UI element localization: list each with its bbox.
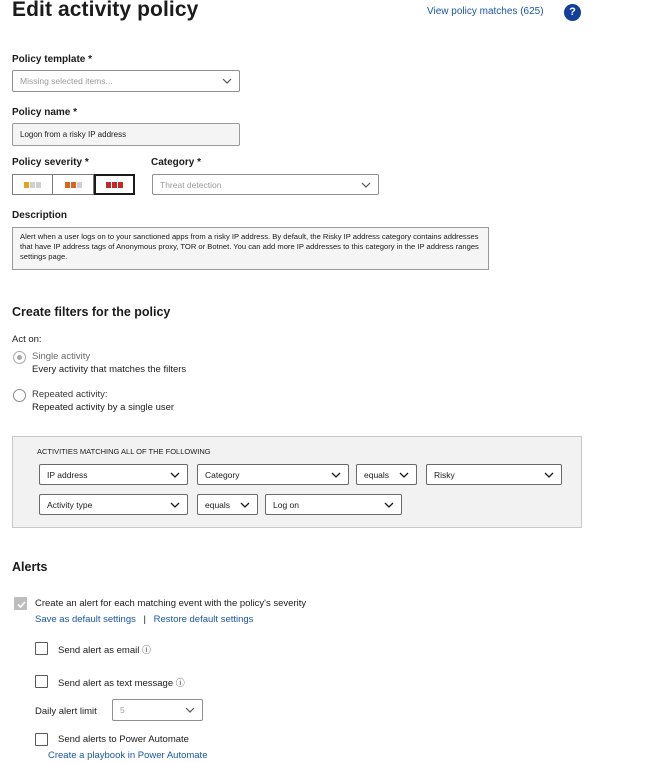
daily-limit-value: 5	[120, 705, 125, 715]
filter-field-select[interactable]	[39, 494, 188, 515]
single-activity-subtitle: Every activity that matches the filters	[32, 364, 187, 375]
policy-template-label: Policy template *	[12, 54, 93, 65]
repeated-activity-title: Repeated activity:	[32, 389, 108, 400]
send-text-checkbox[interactable]	[35, 675, 48, 688]
single-activity-radio[interactable]	[13, 351, 26, 364]
severity-bar-icon	[106, 182, 111, 188]
daily-limit-label: Daily alert limit	[35, 706, 97, 717]
chevron-down-icon	[170, 472, 180, 478]
chevron-down-icon	[361, 182, 371, 188]
restore-default-settings-link[interactable]: Restore default settings	[153, 614, 254, 625]
policy-name-value: Logon from a risky IP address	[20, 130, 127, 139]
filter-operator-value: equals	[364, 469, 390, 480]
filter-operator-select[interactable]	[356, 464, 417, 485]
policy-severity-label: Policy severity *	[12, 157, 89, 168]
power-automate-checkbox[interactable]	[35, 733, 48, 746]
chevron-down-icon	[399, 472, 409, 478]
filter-value-select[interactable]	[426, 464, 562, 485]
page-title: Edit activity policy	[12, 0, 199, 21]
filter-subfield-select[interactable]	[197, 464, 349, 485]
send-email-label	[58, 643, 151, 656]
filter-panel-header: ACTIVITIES MATCHING ALL OF THE FOLLOWING	[37, 447, 211, 456]
severity-low-button[interactable]	[12, 174, 53, 195]
alerts-section-title: Alerts	[12, 560, 48, 574]
repeated-activity-radio[interactable]	[13, 389, 26, 402]
daily-limit-select[interactable]	[112, 699, 203, 721]
link-separator: |	[143, 614, 146, 625]
severity-high-button[interactable]	[94, 174, 135, 195]
filter-operator-value: equals	[205, 499, 231, 510]
chevron-down-icon	[222, 78, 232, 84]
severity-button-group	[12, 174, 135, 195]
severity-bar-icon	[77, 182, 82, 188]
repeated-activity-subtitle: Repeated activity by a single user	[32, 402, 175, 413]
create-alert-checkbox[interactable]	[14, 597, 27, 610]
filter-field-value: IP address	[47, 469, 88, 480]
filter-panel	[12, 436, 582, 528]
category-value: Threat detection	[160, 179, 222, 190]
category-label: Category *	[151, 157, 202, 168]
filter-value-text: Log on	[273, 499, 299, 510]
filter-field-value: Activity type	[47, 499, 93, 510]
power-automate-label: Send alerts to Power Automate	[58, 734, 189, 745]
description-label: Description	[12, 210, 68, 221]
policy-name-label: Policy name *	[12, 107, 78, 118]
send-text-text: Send alert as text message	[58, 678, 174, 689]
chevron-down-icon	[544, 472, 554, 478]
help-icon[interactable]: ?	[564, 4, 581, 21]
severity-bar-icon	[118, 182, 123, 188]
filter-value-text: Risky	[434, 469, 455, 480]
info-icon[interactable]: ⓘ	[175, 678, 185, 688]
info-icon[interactable]: ⓘ	[141, 645, 151, 655]
filter-field-select[interactable]	[39, 464, 188, 485]
chevron-down-icon	[384, 502, 394, 508]
filter-operator-select[interactable]	[197, 494, 258, 515]
chevron-down-icon	[170, 502, 180, 508]
view-policy-matches-link[interactable]: View policy matches (625)	[427, 6, 544, 17]
category-select[interactable]	[152, 174, 379, 195]
send-email-checkbox[interactable]	[35, 642, 48, 655]
severity-bar-icon	[65, 182, 70, 188]
filters-section-title: Create filters for the policy	[12, 305, 171, 319]
single-activity-title: Single activity	[32, 351, 91, 362]
chevron-down-icon	[185, 707, 195, 713]
save-default-settings-link[interactable]: Save as default settings	[35, 614, 136, 625]
create-playbook-link[interactable]: Create a playbook in Power Automate	[48, 750, 208, 761]
policy-name-input[interactable]	[12, 123, 240, 146]
create-alert-label: Create an alert for each matching event with the policy's severity	[35, 598, 307, 609]
severity-medium-button[interactable]	[53, 174, 94, 195]
policy-template-select[interactable]	[12, 70, 240, 92]
send-text-label	[58, 676, 185, 689]
act-on-label: Act on:	[12, 334, 42, 345]
checkmark-icon	[16, 599, 27, 610]
chevron-down-icon	[240, 502, 250, 508]
default-settings-links	[35, 614, 253, 625]
filter-rows	[33, 443, 584, 517]
filter-subfield-value: Category	[205, 469, 240, 480]
severity-bar-icon	[30, 182, 35, 188]
chevron-down-icon	[331, 472, 341, 478]
policy-template-placeholder: Missing selected items...	[20, 76, 113, 86]
filter-value-select[interactable]	[265, 494, 402, 515]
send-email-text: Send alert as email	[58, 645, 140, 656]
severity-bar-icon	[112, 182, 117, 188]
severity-bar-icon	[24, 182, 29, 188]
severity-bar-icon	[36, 182, 41, 188]
description-textarea[interactable]: Alert when a user logs on to your sanctioned apps from a risky IP address. By default, the Risky IP address category contains addresses that have IP address tags of Anonymous proxy, TOR or Botnet. You can add more IP addresses to this category in the IP address ranges settings page.	[12, 227, 489, 270]
severity-bar-icon	[71, 182, 76, 188]
